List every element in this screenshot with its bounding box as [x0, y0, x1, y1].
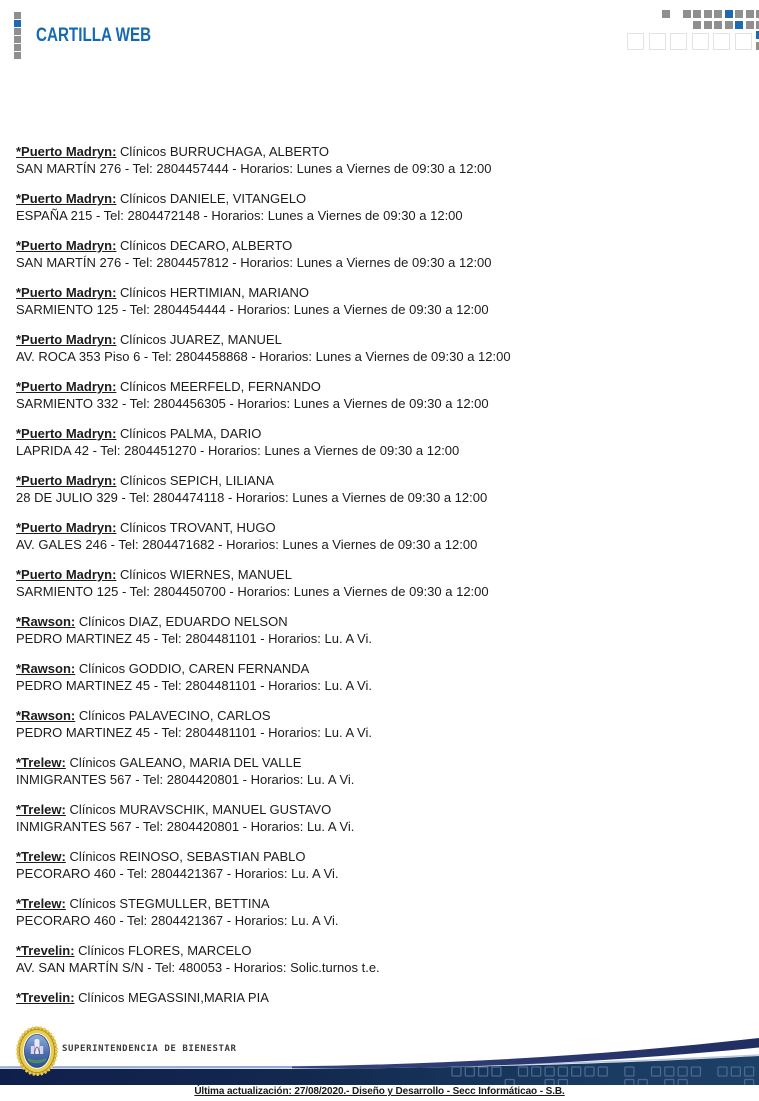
- entry-detail: AV. ROCA 353 Piso 6 - Tel: 2804458868 - Horarios: Lunes a Viernes de 09:30 a 12:00: [16, 349, 511, 364]
- header: [0, 0, 759, 62]
- provider-entry: [16, 331, 736, 365]
- decor-square: [735, 21, 743, 29]
- provider-entry: [16, 566, 736, 600]
- decor-square: [627, 33, 644, 50]
- logo-squares-icon: [14, 12, 21, 60]
- decor-square: [704, 21, 712, 29]
- decor-square: [735, 33, 752, 50]
- decor-square: [746, 10, 754, 18]
- entry-title: Clínicos STEGMULLER, BETTINA: [65, 896, 270, 911]
- entry-detail: SAN MARTÍN 276 - Tel: 2804457444 - Horarios: Lunes a Viernes de 09:30 a 12:00: [16, 161, 492, 176]
- entry-city: *Trelew:: [16, 896, 66, 911]
- entry-detail: SAN MARTÍN 276 - Tel: 2804457812 - Horarios: Lunes a Viernes de 09:30 a 12:00: [16, 255, 492, 270]
- provider-entry: [16, 754, 736, 788]
- entry-city: *Puerto Madryn:: [16, 426, 117, 441]
- entry-city: *Puerto Madryn:: [16, 285, 117, 300]
- provider-entry: [16, 895, 736, 929]
- provider-entry: [16, 613, 736, 647]
- decor-square: [693, 10, 701, 18]
- logo-square: [14, 52, 21, 59]
- entry-city: *Rawson:: [16, 614, 76, 629]
- provider-entry: [16, 707, 736, 741]
- logo-square: [14, 12, 21, 19]
- entry-detail: PEDRO MARTINEZ 45 - Tel: 2804481101 - Horarios: Lu. A Vi.: [16, 725, 372, 740]
- entry-detail: SARMIENTO 125 - Tel: 2804454444 - Horarios: Lunes a Viernes de 09:30 a 12:00: [16, 302, 489, 317]
- provider-entry: [16, 143, 736, 177]
- entry-detail: AV. SAN MARTÍN S/N - Tel: 480053 - Horarios: Solic.turnos t.e.: [16, 960, 380, 975]
- provider-entry: [16, 378, 736, 412]
- entry-title: Clínicos MEERFELD, FERNANDO: [116, 379, 321, 394]
- entry-title: Clínicos MEGASSINI,MARIA PIA: [74, 990, 269, 1005]
- decor-square: [714, 10, 722, 18]
- entry-title: Clínicos DIAZ, EDUARDO NELSON: [75, 614, 288, 629]
- entry-title: Clínicos PALAVECINO, CARLOS: [75, 708, 271, 723]
- entry-title: Clínicos GALEANO, MARIA DEL VALLE: [65, 755, 302, 770]
- decor-square: [725, 21, 733, 29]
- entry-detail: AV. GALES 246 - Tel: 2804471682 - Horarios: Lunes a Viernes de 09:30 a 12:00: [16, 537, 478, 552]
- entry-city: *Rawson:: [16, 661, 76, 676]
- provider-entry: [16, 190, 736, 224]
- provider-entry: [16, 237, 736, 271]
- provider-entry: [16, 942, 736, 976]
- provider-list: [16, 143, 736, 1019]
- provider-entry: [16, 519, 736, 553]
- provider-entry: [16, 989, 736, 1006]
- entry-city: *Rawson:: [16, 708, 76, 723]
- provider-entry: [16, 284, 736, 318]
- provider-entry: [16, 848, 736, 882]
- entry-detail: PECORARO 460 - Tel: 2804421367 - Horarios: Lu. A Vi.: [16, 866, 339, 881]
- decor-square: [725, 10, 733, 18]
- entry-title: Clínicos SEPICH, LILIANA: [116, 473, 274, 488]
- footer-update-note: Última actualización: 27/08/2020.- Diseño y Desarrollo - Secc Informáticao - S.B.: [194, 1086, 565, 1097]
- entry-city: *Puerto Madryn:: [16, 238, 117, 253]
- page-title: CARTILLA WEB: [36, 25, 152, 46]
- entry-city: *Puerto Madryn:: [16, 520, 117, 535]
- entry-detail: SARMIENTO 125 - Tel: 2804450700 - Horarios: Lunes a Viernes de 09:30 a 12:00: [16, 584, 489, 599]
- entry-title: Clínicos HERTIMIAN, MARIANO: [116, 285, 310, 300]
- entry-city: *Puerto Madryn:: [16, 332, 117, 347]
- decor-square: [704, 10, 712, 18]
- superintendencia-badge-icon: [16, 1026, 58, 1076]
- provider-entry: [16, 660, 736, 694]
- entry-title: Clínicos JUAREZ, MANUEL: [116, 332, 282, 347]
- entry-city: *Trelew:: [16, 755, 66, 770]
- entry-detail: SARMIENTO 332 - Tel: 2804456305 - Horarios: Lunes a Viernes de 09:30 a 12:00: [16, 396, 489, 411]
- entry-city: *Puerto Madryn:: [16, 379, 117, 394]
- decor-square: [649, 33, 666, 50]
- entry-detail: ESPAÑA 215 - Tel: 2804472148 - Horarios: Lunes a Viernes de 09:30 a 12:00: [16, 208, 463, 223]
- entry-detail: INMIGRANTES 567 - Tel: 2804420801 - Horarios: Lu. A Vi.: [16, 819, 355, 834]
- entry-title: Clínicos REINOSO, SEBASTIAN PABLO: [65, 849, 306, 864]
- entry-detail: 28 DE JULIO 329 - Tel: 2804474118 - Horarios: Lunes a Viernes de 09:30 a 12:00: [16, 490, 488, 505]
- decor-square: [692, 33, 709, 50]
- entry-city: *Puerto Madryn:: [16, 473, 117, 488]
- decor-square: [670, 33, 687, 50]
- decor-square: [662, 10, 670, 18]
- provider-entry: [16, 801, 736, 835]
- entry-city: *Puerto Madryn:: [16, 567, 117, 582]
- footer-org-name: SUPERINTENDENCIA DE BIENESTAR: [62, 1044, 237, 1054]
- decor-square: [735, 10, 743, 18]
- entry-detail: PEDRO MARTINEZ 45 - Tel: 2804481101 - Horarios: Lu. A Vi.: [16, 678, 372, 693]
- site-logo: [14, 12, 180, 60]
- entry-city: *Puerto Madryn:: [16, 191, 117, 206]
- entry-detail: PECORARO 460 - Tel: 2804421367 - Horarios: Lu. A Vi.: [16, 913, 339, 928]
- decor-square: [714, 21, 722, 29]
- entry-title: Clínicos GODDIO, CAREN FERNANDA: [75, 661, 310, 676]
- entry-title: Clínicos PALMA, DARIO: [116, 426, 262, 441]
- entry-detail: LAPRIDA 42 - Tel: 2804451270 - Horarios: Lunes a Viernes de 09:30 a 12:00: [16, 443, 460, 458]
- logo-square: [14, 44, 21, 51]
- logo-square: [14, 28, 21, 35]
- entry-title: Clínicos DECARO, ALBERTO: [116, 238, 293, 253]
- entry-city: *Trelew:: [16, 802, 66, 817]
- provider-entry: [16, 425, 736, 459]
- entry-title: Clínicos WIERNES, MANUEL: [116, 567, 292, 582]
- decor-square: [746, 21, 754, 29]
- provider-entry: [16, 472, 736, 506]
- decor-square: [683, 10, 691, 18]
- entry-city: *Trevelin:: [16, 943, 75, 958]
- decor-square: [713, 33, 730, 50]
- entry-detail: INMIGRANTES 567 - Tel: 2804420801 - Horarios: Lu. A Vi.: [16, 772, 355, 787]
- entry-city: *Puerto Madryn:: [16, 144, 117, 159]
- decor-square: [693, 21, 701, 29]
- entry-title: Clínicos FLORES, MARCELO: [74, 943, 252, 958]
- entry-city: *Trelew:: [16, 849, 66, 864]
- entry-title: Clínicos DANIELE, VITANGELO: [116, 191, 307, 206]
- logo-square: [14, 20, 21, 27]
- entry-title: Clínicos TROVANT, HUGO: [116, 520, 276, 535]
- entry-detail: PEDRO MARTINEZ 45 - Tel: 2804481101 - Horarios: Lu. A Vi.: [16, 631, 372, 646]
- entry-title: Clínicos MURAVSCHIK, MANUEL GUSTAVO: [65, 802, 332, 817]
- entry-city: *Trevelin:: [16, 990, 75, 1005]
- entry-title: Clínicos BURRUCHAGA, ALBERTO: [116, 144, 330, 159]
- logo-square: [14, 36, 21, 43]
